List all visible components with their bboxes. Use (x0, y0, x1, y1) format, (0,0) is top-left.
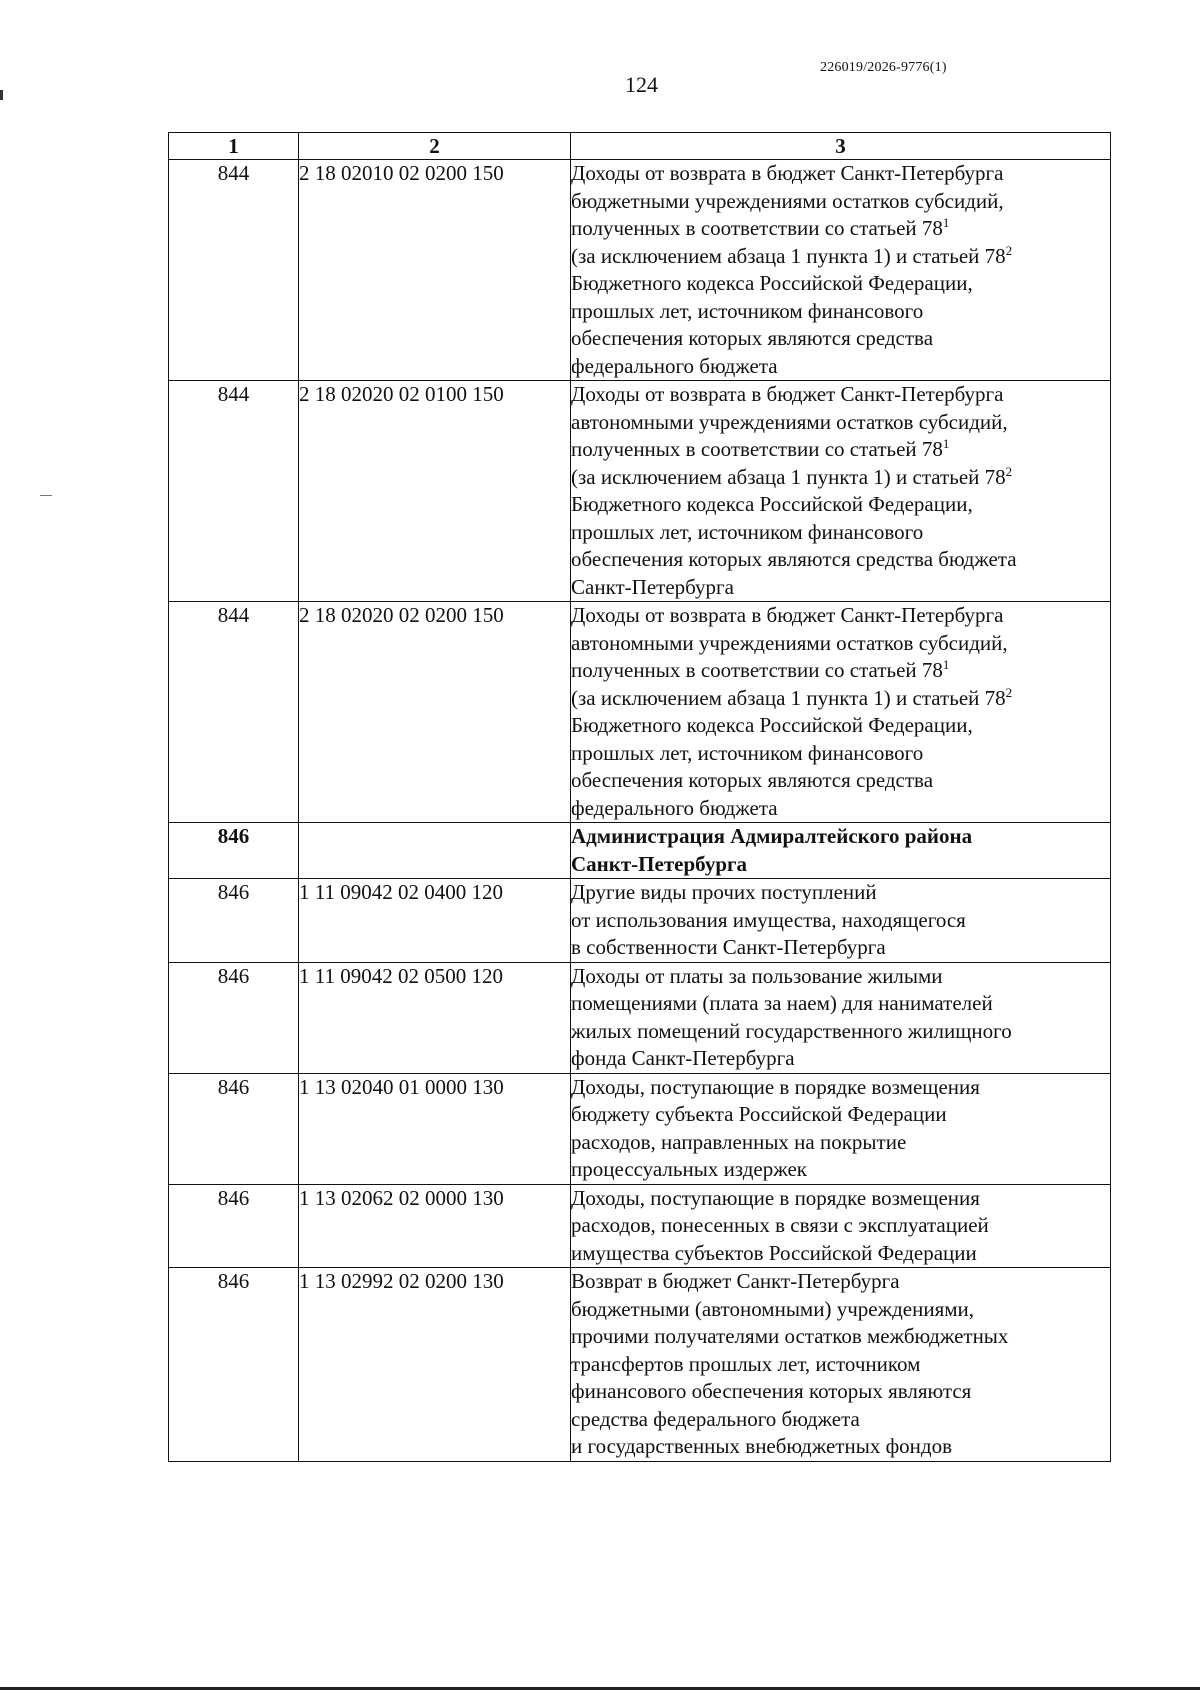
description-line: Бюджетного кодекса Российской Федерации, (571, 271, 973, 295)
cell-description (571, 962, 1111, 1073)
description-line: Санкт-Петербурга (571, 851, 748, 876)
description-line: прочими получателями остатков межбюджетных (571, 1324, 1009, 1348)
cell-description (571, 1268, 1111, 1462)
table-row (169, 160, 1111, 381)
description-line: Доходы от возврата в бюджет Санкт-Петербурга (571, 161, 1004, 185)
table-row (169, 602, 1111, 823)
description-line: бюджету субъекта Российской Федерации (571, 1102, 947, 1126)
description-line: Доходы от платы за пользование жилыми (571, 963, 943, 988)
description-text: (за исключением абзаца 1 пункта 1) и статьей 78 (571, 243, 1006, 268)
cell-revenue-code: 2 18 02020 02 0100 150 (299, 381, 571, 602)
description-line: автономными учреждениями остатков субсидий, (571, 409, 1008, 434)
table-row (169, 1184, 1111, 1268)
table-body (169, 160, 1111, 1462)
cell-description (571, 381, 1111, 602)
description-line: Бюджетного кодекса Российской Федерации, (571, 713, 973, 737)
description-line (571, 685, 1110, 713)
superscript: 2 (1005, 463, 1013, 479)
cell-agency-code: 846 (169, 962, 299, 1073)
description-line: обеспечения которых являются средства (571, 326, 934, 350)
description-text: полученных в соответствии со статьей 78 (571, 216, 943, 240)
description-line: помещениями (плата за наем) для нанимателей (571, 991, 993, 1015)
description-line: федерального бюджета (571, 795, 778, 820)
cell-revenue-code: 1 13 02040 01 0000 130 (299, 1073, 571, 1184)
cell-agency-code: 844 (169, 381, 299, 602)
cell-description (571, 160, 1111, 381)
cell-revenue-code: 1 13 02062 02 0000 130 (299, 1184, 571, 1268)
table-row (169, 1268, 1111, 1462)
table-header-row (169, 133, 1111, 160)
cell-description (571, 1073, 1111, 1184)
column-header-description: 3 (571, 133, 1111, 160)
description-line: автономными учреждениями остатков субсидий, (571, 630, 1008, 655)
description-line: Другие виды прочих поступлений (571, 880, 877, 904)
table-row (169, 962, 1111, 1073)
description-line: прошлых лет, источником финансового (571, 519, 924, 544)
description-line: финансового обеспечения которых являются (571, 1379, 972, 1403)
description-line: Доходы, поступающие в порядке возмещения (571, 1185, 980, 1210)
description-line: средства федерального бюджета (571, 1406, 860, 1431)
cell-revenue-code: 2 18 02010 02 0200 150 (299, 160, 571, 381)
description-line: от использования имущества, находящегося (571, 907, 966, 932)
document-id: 226019/2026-9776(1) (820, 60, 947, 75)
cell-revenue-code: 2 18 02020 02 0200 150 (299, 602, 571, 823)
description-line: обеспечения которых являются средства (571, 768, 934, 792)
description-line: обеспечения которых являются средства бюджета (571, 547, 1017, 571)
description-line: фонда Санкт-Петербурга (571, 1046, 795, 1070)
table-row (169, 879, 1111, 963)
description-line: Администрация Адмиралтейского района (571, 824, 973, 848)
description-line: расходов, понесенных в связи с эксплуатацией (571, 1213, 989, 1237)
cell-revenue-code: 1 11 09042 02 0500 120 (299, 962, 571, 1073)
description-line: Доходы от возврата в бюджет Санкт-Петербурга (571, 382, 1004, 406)
table-row (169, 1073, 1111, 1184)
description-line (571, 215, 1110, 243)
description-line: расходов, направленных на покрытие (571, 1129, 907, 1154)
cell-revenue-code: 1 11 09042 02 0400 120 (299, 879, 571, 963)
description-line (571, 657, 1110, 685)
table-row (169, 381, 1111, 602)
description-line: Доходы, поступающие в порядке возмещения (571, 1074, 980, 1099)
description-line: Возврат в бюджет Санкт-Петербурга (571, 1269, 900, 1293)
superscript: 2 (1005, 242, 1013, 258)
revenue-codes-table (168, 132, 1111, 1462)
cell-agency-code: 846 (169, 879, 299, 963)
description-text: (за исключением абзаца 1 пункта 1) и статьей 78 (571, 685, 1006, 710)
description-line (571, 243, 1110, 271)
column-header-agency: 1 (169, 133, 299, 160)
cell-description (571, 823, 1111, 879)
description-line: в собственности Санкт-Петербурга (571, 935, 886, 959)
description-line: жилых помещений государственного жилищного (571, 1018, 1012, 1043)
cell-agency-code: 844 (169, 602, 299, 823)
description-line: процессуальных издержек (571, 1157, 807, 1181)
cell-description (571, 1184, 1111, 1268)
description-line: прошлых лет, источником финансового (571, 740, 924, 765)
description-line (571, 436, 1110, 464)
description-line: бюджетными учреждениями остатков субсидий, (571, 188, 1004, 213)
scan-margin-dash (40, 495, 52, 496)
cell-agency-code: 846 (169, 1268, 299, 1462)
superscript: 1 (942, 215, 950, 230)
cell-revenue-code: 1 13 02992 02 0200 130 (299, 1268, 571, 1462)
superscript: 2 (1005, 684, 1013, 700)
description-line: федерального бюджета (571, 353, 778, 378)
description-line: имущества субъектов Российской Федерации (571, 1240, 977, 1265)
cell-description (571, 602, 1111, 823)
cell-agency-code: 846 (169, 1073, 299, 1184)
cell-revenue-code (299, 823, 571, 879)
description-line: трансфертов прошлых лет, источником (571, 1351, 921, 1376)
description-text: полученных в соответствии со статьей 78 (571, 437, 943, 461)
description-line: Доходы от возврата в бюджет Санкт-Петербурга (571, 603, 1004, 627)
superscript: 1 (942, 657, 950, 672)
cell-agency-code: 846 (169, 823, 299, 879)
description-text: (за исключением абзаца 1 пункта 1) и статьей 78 (571, 464, 1006, 489)
description-line: прошлых лет, источником финансового (571, 298, 924, 323)
description-line: Санкт-Петербурга (571, 574, 734, 599)
description-line: бюджетными (автономными) учреждениями, (571, 1296, 975, 1321)
cell-agency-code: 844 (169, 160, 299, 381)
table-row (169, 823, 1111, 879)
column-header-code: 2 (299, 133, 571, 160)
description-line (571, 464, 1110, 492)
cell-agency-code: 846 (169, 1184, 299, 1268)
description-line: Бюджетного кодекса Российской Федерации, (571, 492, 973, 516)
superscript: 1 (942, 436, 950, 451)
cell-description (571, 879, 1111, 963)
page-number: 124 (625, 72, 658, 97)
description-line: и государственных внебюджетных фондов (571, 1434, 953, 1458)
description-text: полученных в соответствии со статьей 78 (571, 658, 943, 682)
